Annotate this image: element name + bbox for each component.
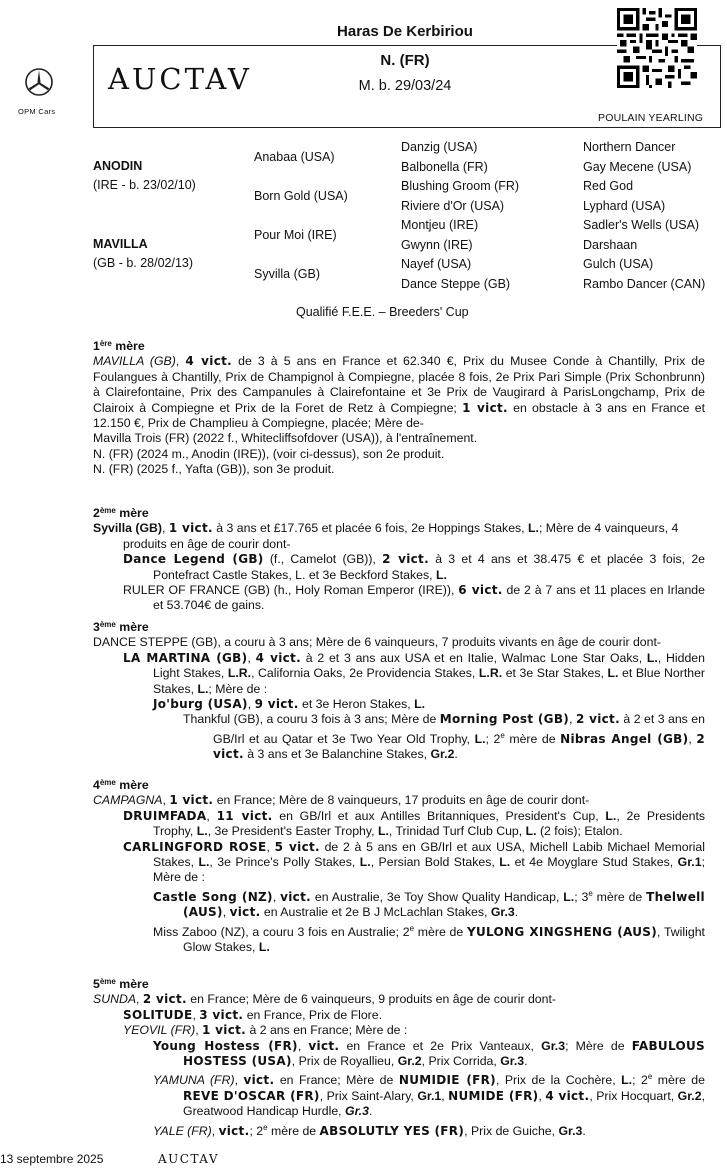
produce-line: Mavilla Trois (FR) (2022 f., Whitecliffsofdover (USA)), à l'entraînement. (93, 431, 478, 446)
great-great-grandparent: Gulch (USA) (583, 257, 654, 271)
grandparent: Syvilla (GB) (254, 267, 320, 281)
dam-info: (GB - b. 28/02/13) (93, 256, 194, 270)
sire-name: ANODIN (93, 159, 143, 173)
great-great-grandparent: Darshaan (583, 238, 638, 252)
section-2nd-dam (93, 503, 705, 614)
footer-logo: AUCTAV (158, 1152, 220, 1166)
produce-line: Young Hostess (FR), vict. en France et 2e Prix Vanteaux, Gr.3; Mère de FABULOUS HOSTESS (USA), Prix de Royallieu, Gr.2, Prix Corrida, Gr.3. (153, 1038, 705, 1069)
produce-line: LA MARTINA (GB), 4 vict. à 2 et 3 ans aux USA et en Italie, Walmac Lone Star Oaks, L., Hidden Light Stakes, L.R., California Oaks, 2e Providencia Stakes, L.R. et 3e Star Stakes, L. et Blue Norther Stakes, L.; Mère de : (123, 650, 706, 696)
farm-name: Haras De Kerbiriou (337, 23, 473, 40)
section-1st-dam (93, 336, 705, 478)
great-grandparent: Dance Steppe (GB) (401, 277, 511, 291)
section-4th-dam (93, 775, 705, 956)
produce-line: SOLITUDE, 3 vict. en France, Prix de Flore. (123, 1007, 383, 1022)
great-great-grandparent: Gay Mecene (USA) (583, 160, 692, 174)
great-grandparent: Gwynn (IRE) (401, 238, 473, 252)
category-label: POULAIN YEARLING (598, 112, 704, 124)
footer-date: 13 septembre 2025 (0, 1152, 104, 1166)
great-grandparent: Blushing Groom (FR) (401, 179, 520, 193)
produce-line: Miss Zaboo (NZ), a couru 3 fois en Australie; 2e mère de YULONG XINGSHENG (AUS), Twilight Glow Stakes, L. (153, 923, 705, 955)
dam-record: CAMPAGNA, 1 vict. en France; Mère de 8 vainqueurs, 17 produits en âge de courir dont- (93, 793, 590, 808)
produce-line: Dance Legend (GB) (f., Camelot (GB)), 2 vict. à 3 et 4 ans et 38.475 € et placée 3 fois, 2e Pontefract Castle Stakes, L. et 3e Beckford Stakes, L. (123, 552, 705, 582)
great-great-grandparent: Northern Dancer (583, 140, 676, 154)
dam-name: MAVILLA (93, 237, 148, 251)
produce-line: YALE (FR), vict.; 2e mère de ABSOLUTLY YES (FR), Prix de Guiche, Gr.3. (153, 1122, 586, 1138)
brand-label: OPM Cars (18, 107, 56, 116)
produce-line: YEOVIL (FR), 1 vict. à 2 ans en France; Mère de : (123, 1023, 408, 1038)
sire-info: (IRE - b. 23/02/10) (93, 178, 196, 192)
produce-line: RULER OF FRANCE (GB) (h., Holy Roman Emperor (IRE)), 6 vict. de 2 à 7 ans et 11 places en Irlande et 53.704€ de gains. (123, 583, 705, 613)
produce-line: YAMUNA (FR), vict. en France; Mère de NUMIDIE (FR), Prix de la Cochère, L.; 2e mère de REVE D'OSCAR (FR), Prix Saint-Alary, Gr.1, NUMIDE (FR), 4 vict., Prix Hocquart, Gr.2, Greatwood Handicap Hurdle, Gr.3. (153, 1072, 705, 1119)
section-5th-dam (93, 974, 705, 1139)
grandparent: Pour Moi (IRE) (254, 228, 337, 242)
dam-record: MAVILLA (GB), 4 vict. de 3 à 5 ans en France et 62.340 €, Prix du Musee Conde à Chantilly, Prix de Foulangues à Chantilly, Prix de Champignol à Compiegne, placée 8 fois, 2e Prix Pari Simple (Prix Schonbrunn) à Clairefontaine, Prix des Campanules à Clairefontaine et 3e Prix de Vaugirard à ParisLongchamp, Prix de Clairoix à Compiegne et Prix de la Foret de Retz à Compiegne; 1 vict. en obstacle à 3 ans en France et 12.150 €, Prix de Champlieu à Compiegne, placée; Mère de- (93, 354, 705, 431)
great-great-grandparent: Lyphard (USA) (583, 199, 666, 213)
auction-logo: AUCTAV (108, 62, 252, 96)
great-grandparent: Riviere d'Or (USA) (401, 199, 505, 213)
great-grandparent: Danzig (USA) (401, 140, 478, 154)
dam-record: SUNDA, 2 vict. en France; Mère de 6 vainqueurs, 9 produits en âge de courir dont- (93, 992, 556, 1007)
produce-line: Castle Song (NZ), vict. en Australie, 3e Toy Show Quality Handicap, L.; 3e mère de Thelwell (AUS), vict. en Australie et 2e B J McLachlan Stakes, Gr.3. (153, 888, 705, 920)
header-box-right-border (720, 45, 721, 128)
dam-record: DANCE STEPPE (GB), a couru à 3 ans; Mère de 6 vainqueurs, 7 produits vivants en âge de courir dont- (93, 635, 661, 650)
mercedes-star-icon (24, 67, 54, 97)
section-title: 2ème mère (93, 506, 149, 520)
section-title: 5ème mère (93, 977, 149, 991)
section-title: 3ème mère (93, 620, 149, 634)
dam-record: Syvilla (GB), 1 vict. à 3 ans et £17.765 et placée 6 fois, 2e Hoppings Stakes, L.; Mère de 4 vainqueurs, 4 produits en âge de courir dont- (93, 521, 679, 551)
horse-description: M. b. 29/03/24 (358, 78, 452, 94)
section-title: 1ère mère (93, 339, 145, 353)
great-great-grandparent: Sadler's Wells (USA) (583, 218, 700, 232)
horse-name: N. (FR) (380, 52, 430, 69)
produce-line: CARLINGFORD ROSE, 5 vict. de 2 à 5 ans en GB/Irl et aux USA, Michell Labib Michael Memorial Stakes, L., 3e Prince's Polly Stakes, L., Persian Bold Stakes, L. et 4e Moyglare Stud Stakes, Gr.1; Mère de : (123, 839, 705, 885)
great-great-grandparent: Red God (583, 179, 634, 193)
qualification: Qualifié F.E.E. – Breeders' Cup (296, 305, 469, 319)
great-grandparent: Balbonella (FR) (401, 160, 488, 174)
produce-line: N. (FR) (2025 f., Yafta (GB)), son 3e produit. (93, 462, 335, 477)
produce-line: N. (FR) (2024 m., Anodin (IRE)), (voir ci-dessus), son 2e produit. (93, 446, 445, 461)
section-3rd-dam (93, 617, 705, 763)
produce-line: Jo'burg (USA), 9 vict. et 3e Heron Stakes, L. (153, 697, 426, 712)
grandparent: Anabaa (USA) (254, 150, 335, 164)
great-great-grandparent: Rambo Dancer (CAN) (583, 277, 706, 291)
produce-line: DRUIMFADA, 11 vict. en GB/Irl et aux Antilles Britanniques, President's Cup, L., 2e Presidents Trophy, L., 3e President's Easter Trophy, L., Trinidad Turf Club Cup, L. (2 fois); Etalon. (123, 808, 706, 839)
produce-line: Thankful (GB), a couru 3 fois à 3 ans; Mère de Morning Post (GB), 2 vict. à 2 et 3 ans en GB/Irl et au Qatar et 3e Two Year Old Trophy, L.; 2e mère de Nibras Angel (GB), 2 vict. à 3 ans et 3e Balanchine Stakes, Gr.2. (183, 712, 705, 762)
grandparent: Born Gold (USA) (254, 189, 348, 203)
great-grandparent: Montjeu (IRE) (401, 218, 479, 232)
qr-code-icon (617, 8, 697, 88)
great-grandparent: Nayef (USA) (401, 257, 472, 271)
section-title: 4ème mère (93, 778, 149, 792)
